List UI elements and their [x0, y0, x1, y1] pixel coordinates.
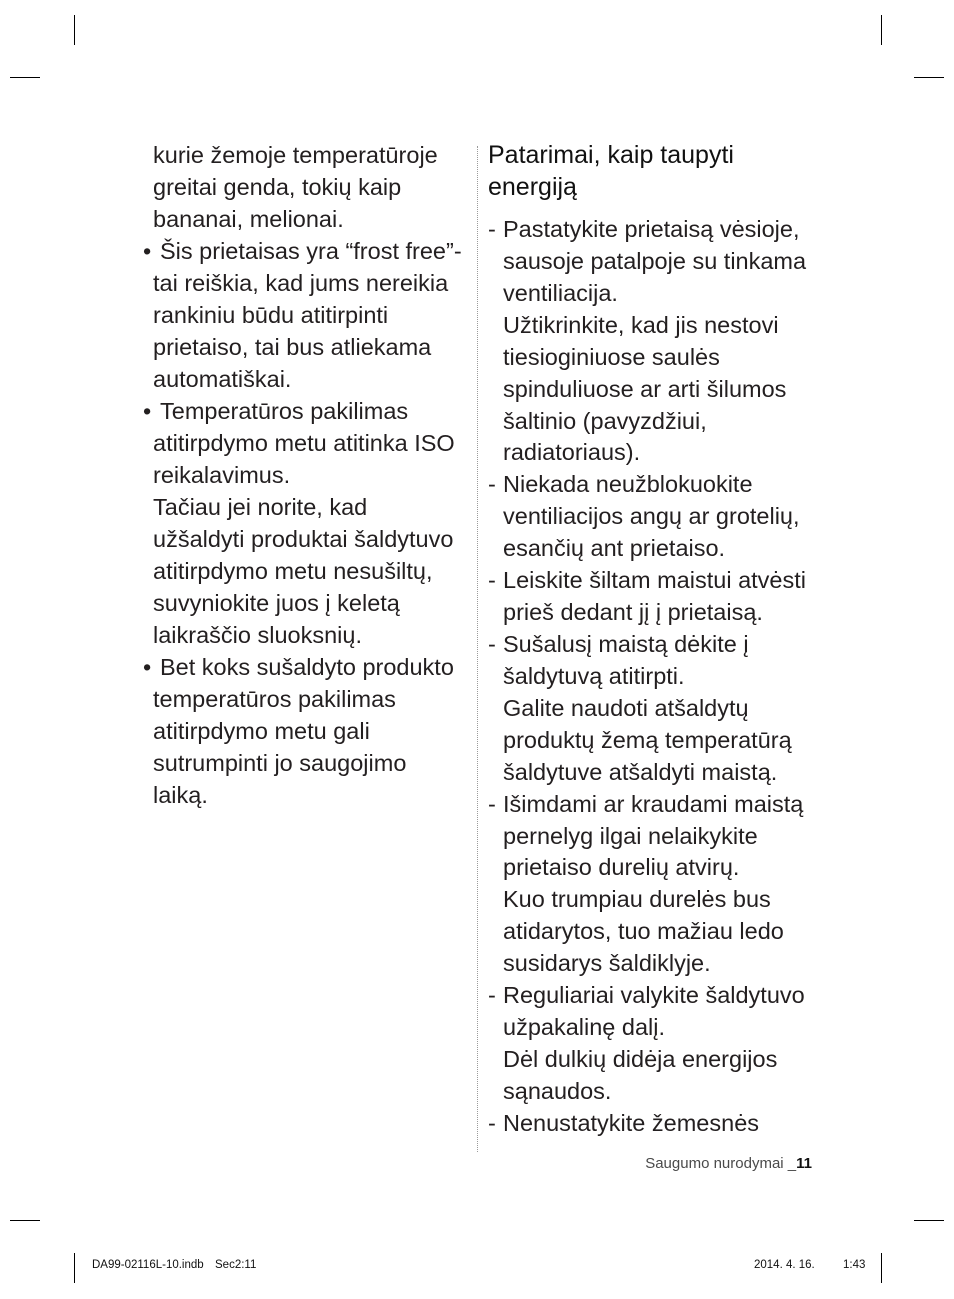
page-number: 11 — [796, 1155, 812, 1172]
bullet-item — [143, 651, 473, 811]
text-line: prieš dedant jį į prietaisą. — [503, 599, 763, 626]
text-line: prietaiso durelių atvirų. — [503, 854, 740, 881]
dash-item — [488, 469, 818, 565]
text-line — [488, 1108, 818, 1140]
text-line: šaltinio (pavyzdžiui, — [503, 407, 707, 434]
text-line: atitirpdymo metu atitinka ISO — [153, 430, 455, 456]
text-line — [488, 214, 818, 246]
line-text: Šis prietaisas yra “frost free”- — [160, 238, 462, 264]
text-line: atidarytos, tuo mažiau ledo — [503, 918, 784, 945]
text-line — [488, 565, 818, 597]
text-line: sąnaudos. — [503, 1077, 612, 1104]
slug-filename: DA99-02116L-10.indb — [92, 1259, 204, 1271]
text-line: atitirpdymo metu gali — [153, 718, 370, 744]
dash-marker: - — [488, 982, 496, 1009]
text-line: temperatūros pakilimas — [153, 686, 396, 712]
text-line: atitirpdymo metu nesušiltų, — [153, 558, 433, 584]
slug-section: Sec2:11 — [215, 1259, 257, 1271]
slug-time: 1:43 — [843, 1259, 866, 1271]
left-column — [143, 139, 473, 811]
section-heading — [488, 139, 818, 203]
line-text: Išimdami ar kraudami maistą — [503, 790, 804, 817]
text-line: esančių ant prietaiso. — [503, 535, 726, 562]
crop-mark — [74, 1253, 75, 1283]
line-text: Leiskite šiltam maistui atvėsti — [503, 567, 806, 594]
text-line: spinduliuose ar arti šilumos — [503, 375, 787, 402]
crop-mark — [914, 77, 944, 78]
text-line: bananai, melionai. — [153, 206, 344, 232]
text-line: radiatoriaus). — [503, 439, 641, 466]
crop-mark — [10, 77, 40, 78]
dash-marker: - — [488, 567, 496, 594]
dash-marker: - — [488, 630, 496, 657]
text-line: ventiliacija. — [503, 279, 618, 306]
text-line: tiesioginiuose saulės — [503, 343, 720, 370]
bullet-item — [143, 235, 473, 395]
text-line: Kuo trumpiau durelės bus — [503, 886, 771, 913]
text-line — [488, 469, 818, 501]
line-text: Nenustatykite žemesnės — [503, 1109, 760, 1136]
text-line: suvyniokite juos į keletą — [153, 590, 400, 616]
text-line: sausoje patalpoje su tinkama — [503, 247, 807, 274]
text-line: užšaldyti produktai šaldytuvo — [153, 526, 454, 552]
dash-marker: - — [488, 216, 496, 242]
text-line: reikalavimus. — [153, 462, 291, 488]
text-line: kurie žemoje temperatūroje — [153, 142, 438, 168]
text-line: greitai genda, tokių kaip — [153, 174, 402, 200]
text-line: laikraščio sluoksnių. — [153, 622, 362, 648]
bullet-marker: • — [143, 398, 152, 424]
bullet-marker: • — [143, 654, 152, 680]
crop-mark — [74, 15, 75, 45]
crop-mark — [881, 15, 882, 45]
text-line: Galite naudoti atšaldytų — [503, 694, 749, 721]
text-line: rankiniu būdu atitirpinti — [153, 302, 389, 328]
continued-paragraph — [143, 139, 473, 235]
line-text: Temperatūros pakilimas — [160, 398, 409, 424]
text-line: šaldytuvą atitirpti. — [503, 662, 685, 689]
text-line: užpakalinę dalį. — [503, 1014, 665, 1041]
text-line: šaldytuve atšaldyti maistą. — [503, 758, 778, 785]
footer-section-title: Saugumo nurodymai _ — [645, 1155, 797, 1172]
line-text: Reguliariai valykite šaldytuvo — [503, 982, 805, 1009]
dash-marker: - — [488, 1109, 496, 1136]
dash-item — [488, 980, 818, 1108]
crop-mark — [914, 1220, 944, 1221]
text-line — [488, 789, 818, 821]
text-line: tai reiškia, kad jums nereikia — [153, 270, 449, 296]
text-line: ventiliacijos angų ar grotelių, — [503, 503, 800, 530]
text-line: prietaiso, tai bus atliekama — [153, 334, 432, 360]
line-text: Bet koks sušaldyto produkto — [160, 654, 454, 680]
text-line: automatiškai. — [153, 366, 292, 392]
text-line — [143, 651, 473, 683]
crop-mark — [10, 1220, 40, 1221]
bullet-item — [143, 395, 473, 651]
text-line: Užtikrinkite, kad jis nestovi — [503, 311, 779, 338]
text-line — [143, 235, 473, 267]
crop-mark — [881, 1253, 882, 1283]
heading-line: energiją — [488, 173, 577, 201]
dash-item — [488, 1108, 818, 1140]
line-text: Pastatykite prietaisą vėsioje, — [503, 216, 800, 242]
slug-date: 2014. 4. 16. — [754, 1259, 815, 1271]
text-line: susidarys šaldiklyje. — [503, 950, 711, 977]
line-text: Niekada neužblokuokite — [503, 471, 753, 498]
line-text: Sušalusį maistą dėkite į — [503, 630, 749, 657]
text-line — [488, 980, 818, 1012]
text-line: laiką. — [153, 782, 208, 808]
bullet-marker: • — [143, 238, 152, 264]
text-line — [488, 629, 818, 661]
right-column — [488, 139, 818, 1140]
dash-marker: - — [488, 790, 496, 817]
text-line — [143, 395, 473, 427]
dash-item — [488, 629, 818, 789]
text-line: produktų žemą temperatūrą — [503, 726, 792, 753]
heading-line: Patarimai, kaip taupyti — [488, 141, 734, 169]
text-line: pernelyg ilgai nelaikykite — [503, 822, 758, 849]
dash-marker: - — [488, 471, 496, 498]
text-line: Tačiau jei norite, kad — [153, 494, 368, 520]
page-footer — [645, 1155, 812, 1173]
text-line: Dėl dulkių didėja energijos — [503, 1045, 778, 1072]
column-divider — [477, 146, 478, 1152]
dash-item — [488, 789, 818, 981]
text-line: sutrumpinti jo saugojimo — [153, 750, 407, 776]
dash-item — [488, 214, 818, 469]
dash-item — [488, 565, 818, 629]
